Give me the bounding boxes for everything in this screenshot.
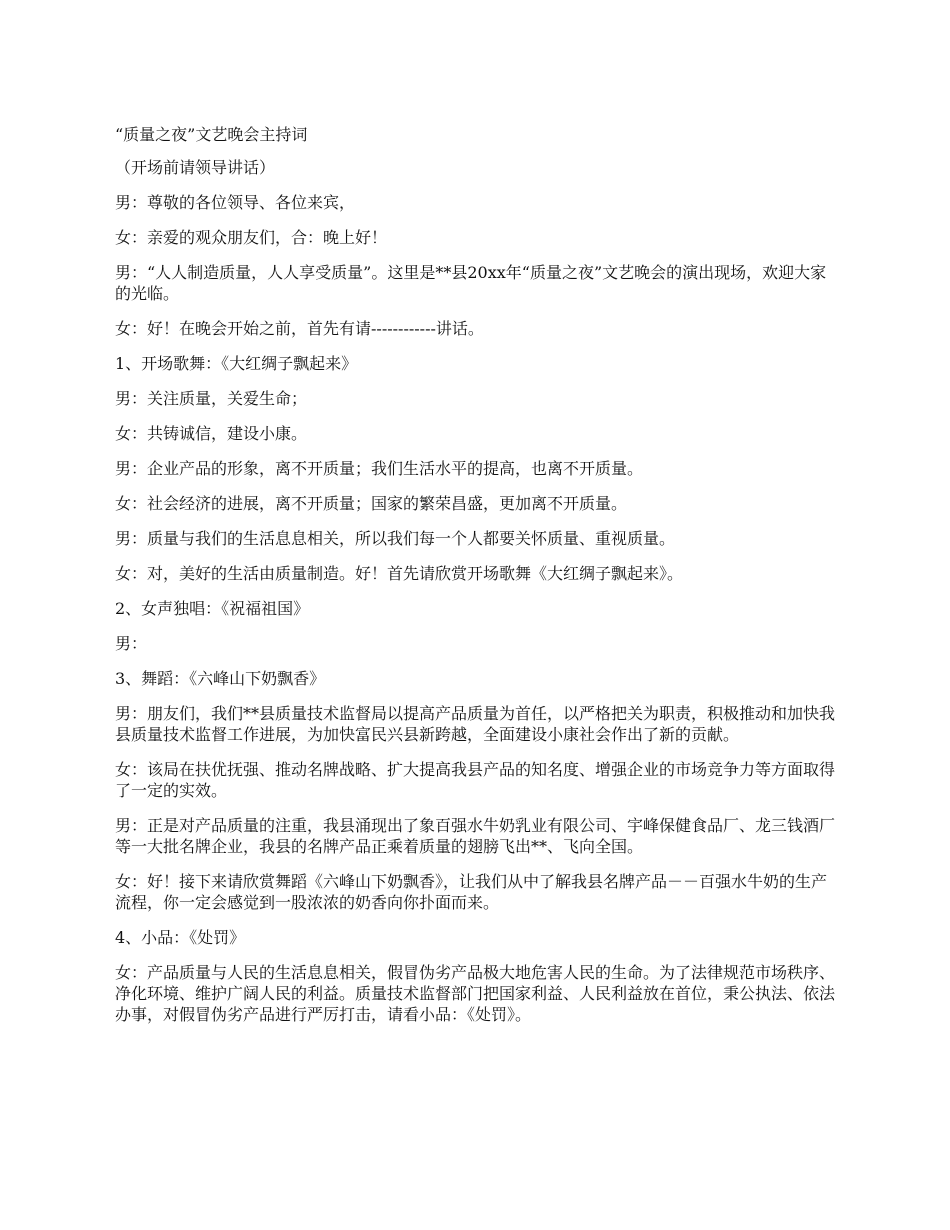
paragraph: 男：企业产品的形象，离不开质量；我们生活水平的提高，也离不开质量。	[115, 459, 644, 478]
paragraph: 男：尊敬的各位领导、各位来宾，	[115, 193, 356, 212]
paragraph-opening-note: （开场前请领导讲话）	[115, 158, 276, 177]
paragraph: 男：朋友们，我们**县质量技术监督局以提高产品质量为首任，以严格把关为职责，积极推动和加快我县质量技术监督工作进展，为加快富民兴县新跨越，全面建设小康社会作出了新的贡献。	[115, 704, 836, 744]
paragraph: 男：	[115, 634, 148, 653]
document-title: “质量之夜”文艺晚会主持词	[115, 125, 308, 144]
paragraph: 男：正是对产品质量的注重，我县涌现出了象百强水牛奶乳业有限公司、宇峰保健食品厂、龙三钱酒厂等一大批名牌企业，我县的名牌产品正乘着质量的翅膀飞出**、飞向全国。	[115, 816, 836, 856]
program-item-heading: 3、舞蹈：《六峰山下奶飘香》	[115, 669, 326, 688]
paragraph: 男：关注质量，关爱生命；	[115, 389, 308, 408]
paragraph: 女：社会经济的进展，离不开质量；国家的繁荣昌盛，更加离不开质量。	[115, 494, 628, 513]
paragraph: 女：好！接下来请欣赏舞蹈《六峰山下奶飘香》，让我们从中了解我县名牌产品－－百强水牛奶的生产流程，你一定会感觉到一股浓浓的奶香向你扑面而来。	[115, 872, 828, 912]
paragraph: 男：“人人制造质量，人人享受质量”。这里是**县20xx年“质量之夜”文艺晚会的演出现场，欢迎大家的光临。	[115, 263, 827, 303]
paragraph: 女：该局在扶优抚强、推动名牌战略、扩大提高我县产品的知名度、增强企业的市场竞争力等方面取得了一定的实效。	[115, 760, 836, 800]
paragraph: 男：质量与我们的生活息息相关，所以我们每一个人都要关怀质量、重视质量。	[115, 529, 676, 548]
document-body	[115, 124, 840, 1039]
paragraph: 女：亲爱的观众朋友们，合：晚上好！	[115, 228, 388, 247]
paragraph: 女：产品质量与人民的生活息息相关，假冒伪劣产品极大地危害人民的生命。为了法律规范市场秩序、净化环境、维护广阔人民的利益。质量技术监督部门把国家利益、人民利益放在首位，秉公执法、依法办事，对假冒伪劣产品进行严厉打击，请看小品：《处罚》。	[115, 963, 836, 1024]
paragraph: 女：共铸诚信，建设小康。	[115, 424, 308, 443]
program-item-heading: 4、小品：《处罚》	[115, 928, 246, 947]
paragraph: 女：好！在晚会开始之前，首先有请------------讲话。	[115, 319, 484, 338]
program-item-heading: 1、开场歌舞：《大红绸子飘起来》	[115, 354, 358, 373]
paragraph: 女：对，美好的生活由质量制造。好！首先请欣赏开场歌舞《大红绸子飘起来》。	[115, 564, 684, 583]
program-item-heading: 2、女声独唱：《祝福祖国》	[115, 599, 310, 618]
